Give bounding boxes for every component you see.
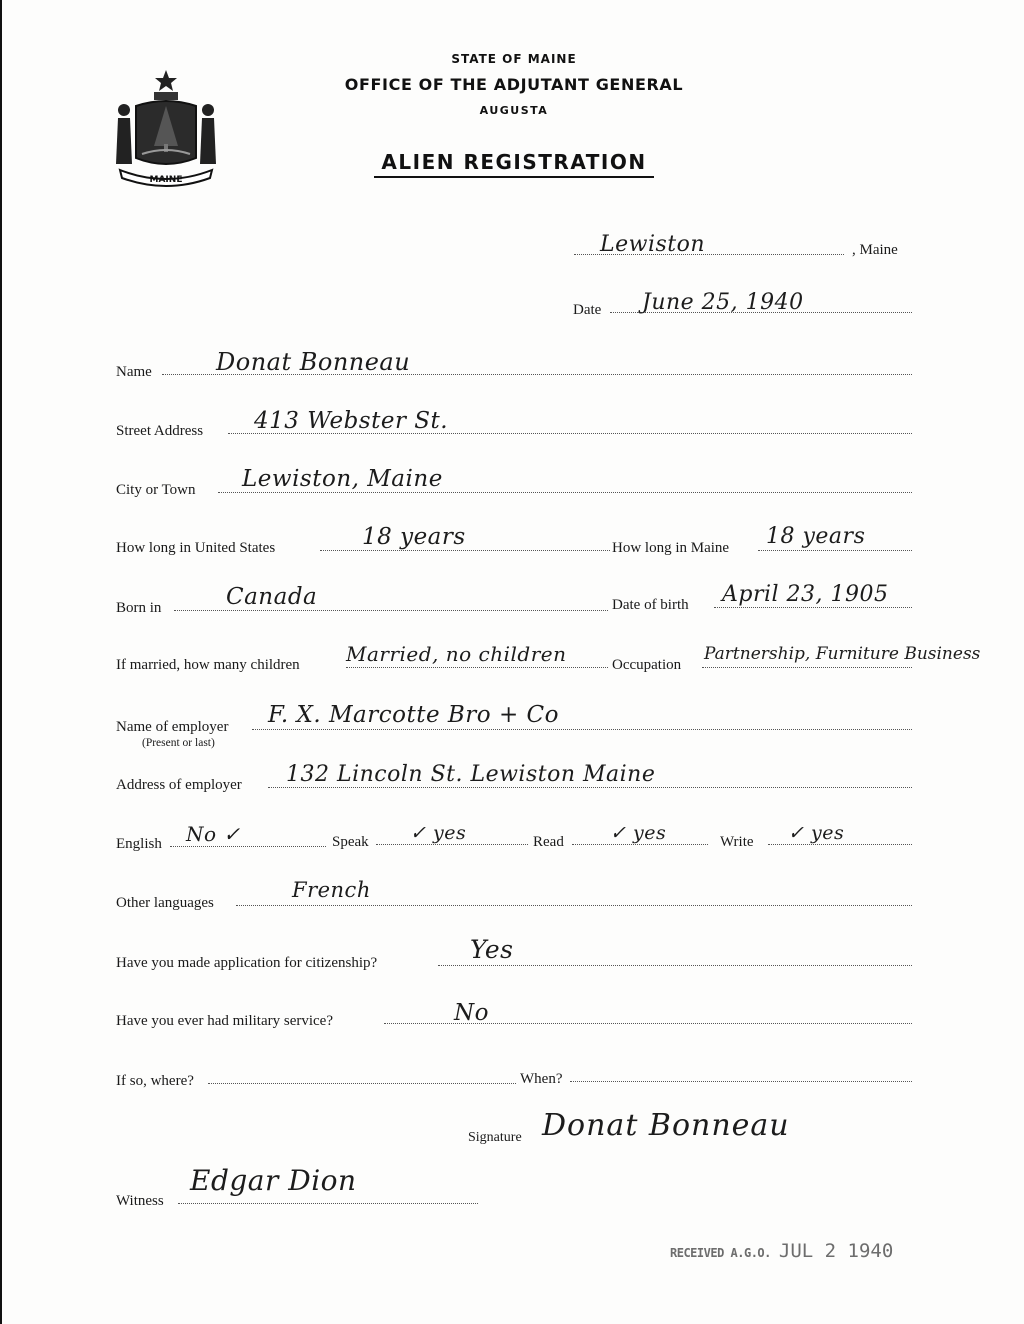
city-value: Lewiston, Maine [242, 466, 443, 492]
children-label: If married, how many children [116, 657, 300, 673]
employer-address-value: 132 Lincoln St. Lewiston Maine [286, 762, 656, 787]
witness-value: Edgar Dion [190, 1164, 357, 1197]
where-line [208, 1083, 516, 1084]
employer-address-label: Address of employer [116, 777, 242, 793]
when-label: When? [520, 1071, 563, 1087]
born-in-label: Born in [116, 600, 162, 616]
birth-date-value: April 23, 1905 [722, 582, 889, 607]
date-value: June 25, 1940 [642, 290, 804, 315]
city-label: City or Town [116, 482, 196, 498]
city-line [218, 492, 912, 493]
english-label: English [116, 836, 162, 852]
speak-line [376, 844, 528, 845]
employer-sublabel: (Present or last) [142, 737, 215, 749]
witness-line [178, 1203, 478, 1204]
name-label: Name [116, 364, 152, 380]
other-languages-line [236, 905, 912, 906]
place-value: Lewiston [600, 232, 706, 257]
street-label: Street Address [116, 423, 204, 439]
place-suffix: , Maine [852, 242, 898, 258]
stamp-received-text: RECEIVED A.G.O. [670, 1246, 771, 1260]
english-value: No ✓ [186, 822, 241, 846]
write-label: Write [720, 834, 754, 850]
read-label: Read [533, 834, 564, 850]
street-value: 413 Webster St. [254, 408, 449, 434]
occupation-label: Occupation [612, 657, 682, 673]
employer-label: Name of employer [116, 719, 229, 735]
signature-label: Signature [468, 1130, 522, 1145]
read-line [572, 844, 708, 845]
military-value: No [454, 1000, 489, 1026]
where-label: If so, where? [116, 1073, 194, 1089]
children-line [346, 667, 608, 668]
read-value: ✓ yes [610, 822, 667, 844]
english-line [170, 846, 326, 847]
form-title: ALIEN REGISTRATION [381, 150, 647, 174]
military-label: Have you ever had military service? [116, 1013, 333, 1029]
speak-value: ✓ yes [410, 822, 467, 844]
occupation-value: Partnership, Furniture Business [704, 644, 981, 664]
citizenship-label: Have you made application for citizenship? [116, 955, 378, 971]
us-duration-label: How long in United States [116, 540, 276, 556]
citizenship-line [438, 965, 912, 966]
signature-value: Donat Bonneau [542, 1108, 790, 1143]
when-line [570, 1081, 912, 1082]
employer-value: F. X. Marcotte Bro + Co [268, 702, 559, 728]
us-duration-line [320, 550, 610, 551]
header-city: AUGUSTA [479, 104, 549, 117]
name-value: Donat Bonneau [216, 348, 411, 376]
witness-label: Witness [116, 1193, 164, 1209]
stamp-date-text: JUL 2 1940 [778, 1240, 894, 1262]
speak-label: Speak [332, 834, 369, 850]
title-underline [374, 176, 654, 178]
employer-line [252, 729, 912, 730]
birth-date-label: Date of birth [612, 597, 689, 613]
employer-address-line [268, 787, 912, 788]
write-line [768, 844, 912, 845]
other-languages-value: French [292, 878, 371, 902]
date-label: Date [573, 302, 602, 318]
seal-banner-text: MAINE [149, 175, 183, 185]
received-stamp [670, 1240, 893, 1262]
other-languages-label: Other languages [116, 895, 214, 911]
occupation-line [702, 667, 912, 668]
birth-date-line [714, 607, 912, 608]
write-value: ✓ yes [788, 822, 845, 844]
children-value: Married, no children [346, 642, 567, 666]
born-in-line [174, 610, 608, 611]
born-in-value: Canada [226, 584, 318, 610]
header-state: STATE OF MAINE [451, 52, 577, 66]
maine-duration-line [758, 550, 912, 551]
maine-duration-value: 18 years [766, 524, 866, 549]
maine-duration-label: How long in Maine [612, 540, 730, 556]
citizenship-value: Yes [470, 935, 514, 964]
us-duration-value: 18 years [362, 524, 466, 550]
header-office: OFFICE OF THE ADJUTANT GENERAL [344, 75, 684, 94]
